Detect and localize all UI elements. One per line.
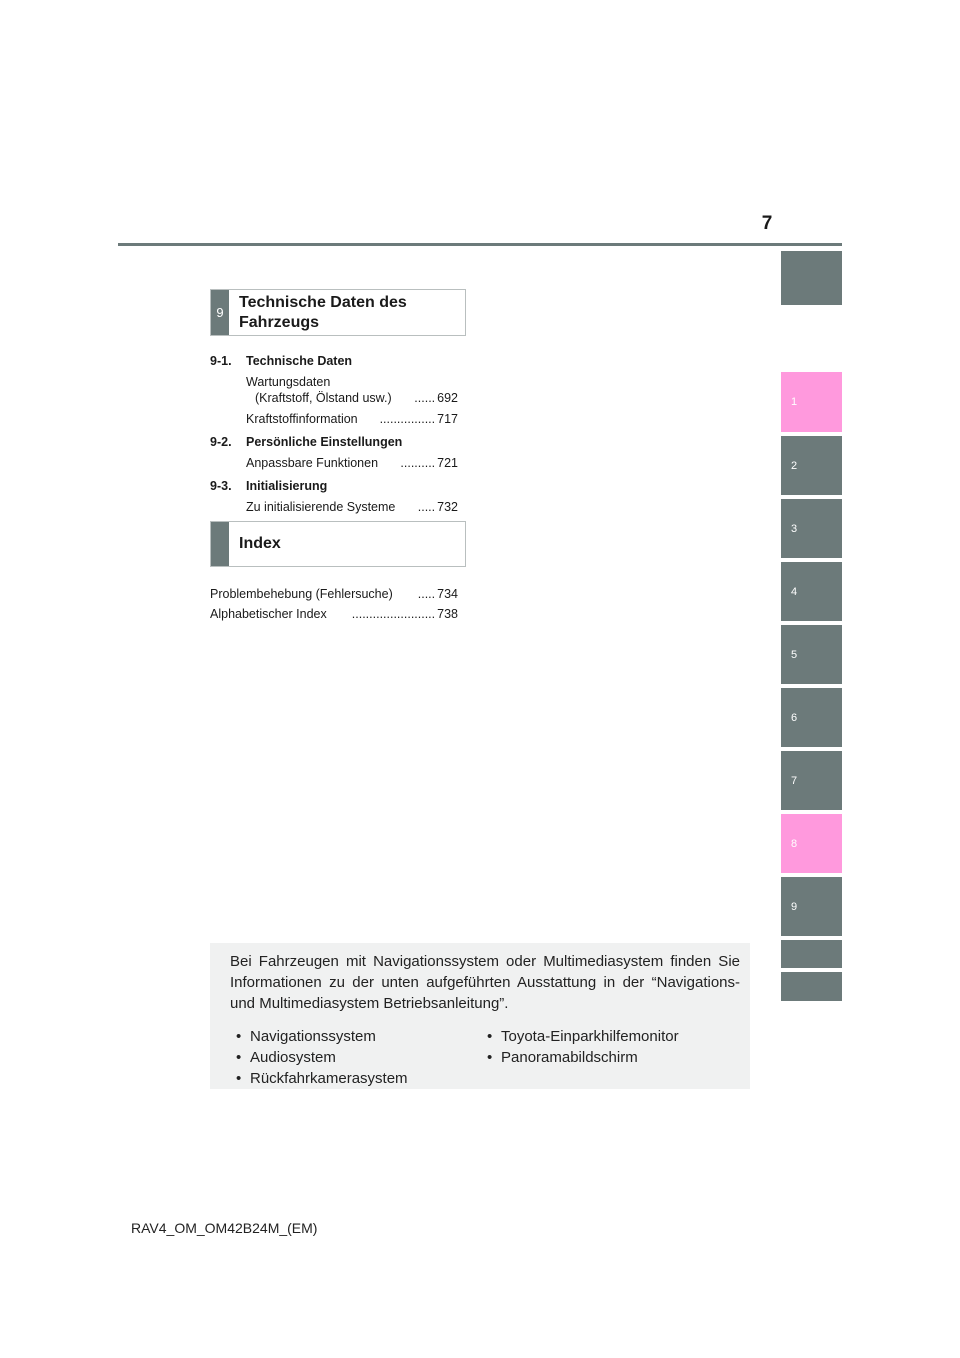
chapter-tab-4[interactable]: 4 [781, 562, 842, 621]
toc-entry-label: Anpassbare Funktionen [246, 456, 379, 470]
header-rule [118, 243, 842, 246]
toc-entry-page: 721 [437, 456, 458, 470]
toc-entry-page: 732 [437, 500, 458, 514]
index-title: Index [239, 535, 281, 552]
chapter-tab-top[interactable] [781, 251, 842, 305]
toc-heading-title: Technische Daten [246, 354, 353, 368]
list-item [487, 1026, 740, 1047]
toc-heading-title: Initialisierung [246, 479, 328, 493]
chapter-tab-2[interactable]: 2 [781, 436, 842, 495]
chapter-tab-1[interactable]: 1 [781, 372, 842, 432]
toc-heading-num: 9-1. [210, 354, 232, 368]
toc-heading-title: Persönliche Einstellungen [246, 435, 403, 449]
toc-entry-dots: ................ [379, 412, 436, 426]
index-heading [210, 521, 466, 567]
note-list-right [481, 1026, 740, 1089]
list-item-text: Rückfahrkamerasystem [250, 1070, 408, 1087]
list-item-text: Navigationssystem [250, 1028, 376, 1045]
chapter-tab-8[interactable]: 8 [781, 814, 842, 873]
note-list-left [230, 1026, 489, 1089]
bullet-icon: • [487, 1028, 493, 1045]
toc-heading-num: 9-2. [210, 435, 232, 449]
note-text: Bei Fahrzeugen mit Navigationssystem oder Multimediasystem finden Sie Informationen zu der unten aufgeführten Ausstattung in der “Navigations- und Multimediasystem Betriebsanleitung”. [230, 953, 740, 1012]
list-item-text: Audiosystem [250, 1049, 336, 1066]
chapter-tab-5[interactable]: 5 [781, 625, 842, 684]
toc-entry-zu-initialisierende-systeme[interactable] [246, 499, 458, 515]
toc-entry-anpassbare-funktionen[interactable] [246, 455, 458, 471]
bullet-icon: • [487, 1049, 493, 1066]
toc-index [210, 582, 458, 622]
section-9-title [239, 290, 457, 335]
toc-entry-dots: .......... [400, 456, 436, 470]
toc-entry-label: Kraftstoffinformation [246, 412, 358, 426]
toc-entry-page: 734 [437, 587, 458, 601]
list-item [487, 1047, 740, 1068]
chapter-tab-7[interactable]: 7 [781, 751, 842, 810]
toc-heading-num: 9-3. [210, 479, 232, 493]
toc-entry-label: Alphabetischer Index [210, 607, 327, 621]
note-lists [230, 1026, 740, 1089]
toc-heading-9-2[interactable] [210, 434, 458, 450]
toc-entry-dots: ........................ [351, 607, 436, 621]
bullet-icon: • [236, 1049, 242, 1066]
section-9-title-line1: Technische Daten des [239, 293, 407, 311]
list-item-text: Panoramabildschirm [501, 1049, 638, 1066]
toc-entry-dots: ...... [414, 391, 436, 405]
toc-entry-dots: ..... [417, 587, 436, 601]
toc-entry-label: Wartungsdaten [246, 375, 331, 389]
list-item [236, 1026, 489, 1047]
toc-entry-problembehebung[interactable] [210, 586, 458, 602]
toc-heading-9-1[interactable] [210, 353, 458, 369]
section-9-title-line2: Fahrzeugs [239, 313, 320, 331]
section-9-tab: 9 [211, 290, 229, 335]
bullet-icon: • [236, 1070, 242, 1087]
toc-section-9 [210, 347, 458, 515]
toc-entry-wartungsdaten[interactable] [246, 374, 458, 406]
navigation-note-box [210, 943, 750, 1089]
toc-entry-page: 717 [437, 412, 458, 426]
chapter-tab-extra-2[interactable] [781, 972, 842, 1001]
document-footer: RAV4_OM_OM42B24M_(EM) [131, 1220, 318, 1236]
list-item-text: Toyota-Einparkhilfemonitor [501, 1028, 679, 1045]
chapter-tab-9[interactable]: 9 [781, 877, 842, 936]
list-item [236, 1047, 489, 1068]
chapter-tab-extra-1[interactable] [781, 940, 842, 968]
chapter-tab-6[interactable]: 6 [781, 688, 842, 747]
toc-entry-label-line2: (Kraftstoff, Ölstand usw.) [255, 391, 392, 405]
toc-entry-page: 692 [437, 391, 458, 405]
toc-entry-kraftstoffinformation[interactable] [246, 411, 458, 427]
section-9-heading [210, 289, 466, 336]
list-item [236, 1068, 489, 1089]
page-number: 7 [761, 213, 773, 234]
toc-entry-alphabetischer-index[interactable] [210, 606, 458, 622]
toc-entry-label: Zu initialisierende Systeme [246, 500, 396, 514]
chapter-tab-3[interactable]: 3 [781, 499, 842, 558]
toc-entry-dots: ..... [417, 500, 436, 514]
toc-entry-page: 738 [437, 607, 458, 621]
bullet-icon: • [236, 1028, 242, 1045]
index-tab [211, 522, 229, 566]
toc-heading-9-3[interactable] [210, 478, 458, 494]
toc-entry-label: Problembehebung (Fehlersuche) [210, 587, 393, 601]
